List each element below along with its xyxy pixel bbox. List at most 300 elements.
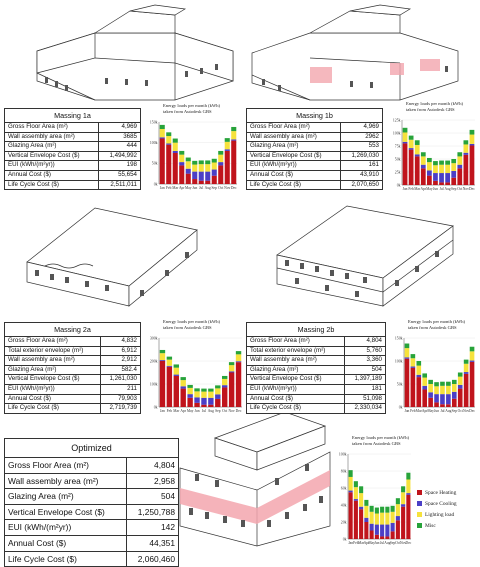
month-label: May [184, 186, 192, 190]
bar-segment-cooling [445, 173, 450, 182]
row-label: Vertical Envelope Cost ($) [247, 375, 345, 385]
bar-segment-heating [208, 405, 213, 407]
row-value: 1,494,992 [99, 151, 141, 161]
bar-segment-heating [359, 509, 363, 539]
bar-segment-heating [186, 174, 191, 184]
bar-segment-misc [236, 351, 241, 354]
bar-segment-cooling [218, 162, 223, 165]
row-label: Gross Floor Area (m²) [247, 337, 345, 347]
row-value: 1,269,030 [341, 151, 383, 161]
y-tick-label: 100k [392, 131, 401, 136]
y-tick-label: 60k [340, 486, 347, 491]
bar-segment-lighting [179, 155, 184, 162]
month-label: Apr [363, 541, 370, 545]
month-label: Sep [451, 409, 457, 413]
bar-segment-cooling [380, 525, 384, 537]
month-label: Jan [160, 409, 165, 413]
energy-chart-2b [389, 316, 477, 416]
bar-segment-misc [205, 160, 210, 164]
bar-segment-lighting [452, 384, 457, 392]
bar-segment-heating [205, 181, 210, 184]
massing-1a-drawing [35, 3, 235, 103]
bar-segment-heating [464, 374, 469, 407]
bar-segment-misc [458, 373, 463, 377]
bar-segment-cooling [179, 162, 184, 165]
bar-segment-heating [380, 536, 384, 539]
bar-segment-misc [212, 159, 217, 163]
row-label: Wall assembly area (m²) [5, 132, 99, 142]
chart-title-line2: taken from Autodesk GBS [163, 109, 212, 114]
legend-label: Lighting load [425, 512, 455, 518]
bar-segment-misc [406, 473, 410, 480]
bar-segment-heating [409, 150, 414, 185]
row-label: Gross Floor Area (m²) [247, 123, 341, 133]
bar-segment-heating [364, 522, 368, 539]
bar-segment-lighting [186, 161, 191, 168]
bar-segment-misc [405, 344, 410, 349]
month-label: Feb [408, 187, 414, 191]
month-label: Dec [405, 541, 412, 545]
bar-segment-cooling [212, 170, 217, 176]
bar-segment-lighting [427, 162, 432, 170]
y-tick-label: 150k [394, 336, 403, 341]
month-label: Aug [204, 186, 211, 190]
month-label: Jul [439, 187, 444, 191]
legend-swatch [417, 490, 422, 495]
bar-segment-heating [440, 404, 445, 407]
month-label: Nov [400, 541, 407, 545]
row-value: 3,360 [344, 356, 385, 366]
bar-segment-misc [422, 373, 427, 377]
bar-segment-misc [380, 507, 384, 513]
month-label: Jun [432, 187, 438, 191]
bar-segment-cooling [187, 394, 192, 398]
row-value: 5,760 [344, 346, 385, 356]
bar-segment-heating [215, 399, 220, 407]
massing-2b-drawing [275, 200, 455, 310]
bar-segment-lighting [231, 131, 236, 139]
massing-1b-table [246, 108, 383, 190]
optimized-table [4, 438, 179, 567]
month-label: Jul [199, 186, 204, 190]
bar-segment-heating [445, 182, 450, 185]
energy-chart-1a [144, 100, 239, 193]
bar-segment-misc [215, 385, 220, 388]
bar-segment-misc [403, 128, 408, 133]
row-label: Total exterior envelope (m²) [247, 346, 345, 356]
bar-segment-cooling [405, 357, 410, 358]
bar-segment-heating [422, 390, 427, 407]
table-title: Massing 1a [5, 109, 141, 123]
bar-segment-misc [349, 470, 353, 477]
bar-segment-lighting [208, 392, 213, 398]
month-label: Mar [358, 541, 365, 545]
bar-segment-lighting [403, 132, 408, 141]
bar-segment-cooling [375, 525, 379, 535]
row-value: 4,804 [344, 337, 385, 347]
month-label: Feb [410, 409, 416, 413]
bar-segment-misc [445, 161, 450, 165]
month-label: Apr [180, 409, 187, 413]
bar-segment-lighting [173, 143, 178, 151]
bar-segment-lighting [199, 164, 204, 171]
month-label: Feb [166, 186, 172, 190]
bar-segment-heating [229, 373, 234, 408]
row-label: Total exterior envelope (m²) [5, 346, 101, 356]
chart-title-line2: taken from Autodesk GBS [406, 107, 455, 112]
bar-segment-lighting [370, 512, 374, 524]
bar-segment-heating [451, 178, 456, 185]
bar-segment-cooling [440, 394, 445, 404]
bar-segment-lighting [409, 140, 414, 148]
bar-segment-lighting [434, 386, 439, 394]
bar-segment-heating [470, 145, 475, 185]
row-label: Life Cycle Cost ($) [247, 180, 341, 190]
bar-segment-misc [208, 389, 213, 392]
chart-title: Energy loads per month (kWh) [406, 101, 464, 106]
row-value: 2,912 [100, 356, 140, 366]
bar-segment-heating [427, 176, 432, 185]
bar-segment-heating [457, 168, 462, 185]
row-value: 198 [99, 161, 141, 171]
bar-segment-lighting [174, 368, 179, 375]
bar-segment-cooling [359, 507, 363, 510]
bar-segment-misc [385, 507, 389, 513]
row-value: 553 [341, 142, 383, 152]
bar-segment-misc [409, 136, 414, 140]
bar-segment-heating [194, 403, 199, 407]
month-label: Aug [207, 409, 214, 413]
bar-segment-misc [187, 385, 192, 388]
bar-segment-cooling [222, 385, 227, 387]
bar-segment-misc [451, 159, 456, 163]
bar-segment-lighting [451, 163, 456, 171]
bar-segment-cooling [470, 361, 475, 362]
bar-segment-heating [222, 387, 227, 407]
row-label: Glazing Area (m²) [247, 142, 341, 152]
bar-segment-misc [470, 347, 475, 352]
month-label: Jun [194, 409, 200, 413]
y-tick-label: 40k [340, 503, 347, 508]
month-label: Jan [159, 186, 165, 190]
month-label: May [186, 409, 194, 413]
row-label: Vertical Envelope Cost ($) [5, 504, 127, 520]
row-value: 2962 [341, 132, 383, 142]
bar-segment-lighting [349, 477, 353, 491]
bar-segment-lighting [464, 364, 469, 372]
bar-segment-heating [446, 404, 451, 407]
bar-segment-cooling [192, 172, 197, 179]
row-value: 504 [126, 489, 178, 505]
bar-segment-cooling [199, 172, 204, 181]
row-value: 6,912 [100, 346, 140, 356]
month-label: Mar [172, 186, 179, 190]
bar-segment-lighting [446, 386, 451, 394]
bar-segment-cooling [186, 169, 191, 174]
legend-swatch [417, 523, 422, 528]
bar-segment-cooling [411, 367, 416, 368]
bar-segment-cooling [364, 518, 368, 522]
bar-segment-cooling [396, 516, 400, 520]
month-label: May [368, 541, 375, 545]
bar-segment-lighting [396, 504, 400, 516]
month-label: Mar [173, 409, 180, 413]
bar-segment-lighting [421, 156, 426, 164]
bar-segment-cooling [181, 386, 186, 388]
bar-segment-lighting [222, 379, 227, 385]
bar-segment-heating [218, 165, 223, 184]
y-tick-label: 100k [149, 141, 158, 146]
row-value: 44,351 [126, 535, 178, 551]
bar-segment-cooling [215, 394, 220, 399]
bar-segment-heating [160, 139, 165, 184]
bar-segment-cooling [434, 394, 439, 402]
row-value: 1,250,788 [126, 504, 178, 520]
bar-segment-cooling [174, 375, 179, 376]
bar-segment-cooling [452, 392, 457, 399]
month-label: Apr [178, 186, 185, 190]
row-label: Life Cycle Cost ($) [5, 404, 101, 414]
row-value: 161 [341, 161, 383, 171]
bar-segment-lighting [416, 366, 421, 375]
chart-title-line2: taken from Autodesk GBS [352, 441, 401, 446]
legend-swatch [417, 512, 422, 517]
bar-segment-lighting [160, 129, 165, 137]
y-tick-label: 0k [153, 182, 158, 187]
y-tick-label: 0k [396, 183, 401, 188]
bar-segment-misc [421, 152, 426, 156]
bar-segment-cooling [160, 137, 165, 138]
bar-segment-lighting [225, 142, 230, 149]
bar-segment-heating [179, 165, 184, 184]
bar-segment-lighting [380, 513, 384, 525]
row-value: 55,654 [99, 170, 141, 180]
bar-segment-heating [470, 362, 475, 407]
month-label: Mar [414, 187, 421, 191]
row-label: Wall assembly area (m²) [247, 132, 341, 142]
month-label: Jul [440, 409, 445, 413]
bar-segment-heating [174, 376, 179, 407]
row-value: 181 [344, 384, 385, 394]
month-label: Feb [353, 541, 359, 545]
row-label: Vertical Envelope Cost ($) [247, 151, 341, 161]
bar-segment-cooling [464, 153, 469, 155]
bar-segment-misc [186, 158, 191, 162]
month-label: Jan [404, 409, 410, 413]
row-value: 43,910 [341, 170, 383, 180]
bar-segment-lighting [385, 513, 389, 525]
bar-segment-misc [179, 151, 184, 155]
month-label: Oct [395, 541, 401, 545]
bar-segment-lighting [160, 353, 165, 360]
bar-segment-misc [433, 161, 438, 165]
table-title: Massing 2b [247, 323, 386, 337]
bar-segment-heating [375, 535, 379, 539]
row-value: 2,958 [126, 473, 178, 489]
bar-segment-lighting [439, 165, 444, 173]
bar-segment-cooling [370, 524, 374, 531]
row-label: Life Cycle Cost ($) [5, 551, 127, 567]
bar-segment-lighting [364, 506, 368, 518]
optimized-drawing [175, 408, 335, 548]
bar-segment-cooling [166, 143, 171, 144]
row-label: Gross Floor Area (m²) [5, 458, 127, 474]
massing-2a-table [4, 322, 141, 414]
bar-segment-misc [359, 486, 363, 493]
bar-segment-cooling [415, 154, 420, 156]
row-label: Life Cycle Cost ($) [247, 404, 345, 414]
bar-segment-lighting [236, 354, 241, 361]
bar-segment-cooling [160, 360, 165, 361]
bar-segment-heating [181, 389, 186, 407]
bar-segment-cooling [385, 525, 389, 537]
bar-segment-lighting [411, 358, 416, 366]
bar-segment-misc [222, 376, 227, 379]
y-tick-label: 0k [342, 537, 347, 542]
chart-title-line2: taken from Autodesk GBS [408, 325, 457, 330]
bar-segment-lighting [457, 156, 462, 164]
row-value: 2,070,650 [341, 180, 383, 190]
bar-segment-heating [231, 141, 236, 184]
month-label: May [427, 409, 434, 413]
row-value: 211 [100, 384, 140, 394]
bar-segment-lighting [359, 493, 363, 507]
bar-segment-heating [439, 182, 444, 185]
row-label: Gross Floor Area (m²) [5, 123, 99, 133]
month-label: Dec [469, 409, 475, 413]
bar-segment-cooling [470, 144, 475, 146]
legend-label: Space Heating [425, 490, 457, 496]
bar-segment-lighting [406, 480, 410, 494]
bar-segment-misc [192, 161, 197, 165]
bar-segment-misc [428, 380, 433, 384]
massing-2b-table [246, 322, 386, 414]
bar-segment-cooling [464, 372, 469, 374]
bar-segment-misc [173, 139, 178, 143]
bar-segment-lighting [181, 380, 186, 386]
energy-chart-optimized [333, 432, 477, 548]
row-label: Wall assembly area (m²) [5, 473, 127, 489]
row-value: 1,261,030 [100, 375, 140, 385]
bar-segment-heating [192, 179, 197, 184]
month-label: Dec [235, 409, 242, 413]
row-value: 79,903 [100, 394, 140, 404]
bar-segment-heating [434, 402, 439, 407]
bar-segment-misc [194, 388, 199, 391]
bar-segment-cooling [201, 398, 206, 405]
bar-segment-lighting [166, 136, 171, 143]
bar-segment-misc [354, 481, 358, 487]
month-label: Sep [215, 409, 221, 413]
bar-segment-lighting [375, 514, 379, 525]
bar-segment-lighting [401, 492, 405, 504]
row-label: Vertical Envelope Cost ($) [5, 151, 99, 161]
table-title: Massing 2a [5, 323, 141, 337]
bar-segment-lighting [354, 487, 358, 499]
bar-segment-lighting [422, 378, 427, 386]
y-tick-label: 80k [340, 469, 347, 474]
month-label: Nov [224, 186, 231, 190]
bar-segment-misc [401, 486, 405, 492]
row-label: Life Cycle Cost ($) [5, 180, 99, 190]
bar-segment-misc [199, 160, 204, 164]
y-tick-label: 25k [394, 170, 401, 175]
bar-segment-misc [174, 364, 179, 367]
massing-1b-drawing [250, 3, 460, 103]
y-tick-label: 125k [392, 118, 401, 123]
bar-segment-cooling [173, 151, 178, 153]
bar-segment-misc [434, 382, 439, 386]
bar-segment-heating [433, 181, 438, 185]
bar-segment-lighting [194, 391, 199, 397]
bar-segment-cooling [229, 371, 234, 372]
bar-segment-heating [225, 151, 230, 184]
bar-segment-heating [406, 495, 410, 539]
table-title: Optimized [5, 439, 179, 458]
bar-segment-heating [416, 377, 421, 407]
bar-segment-misc [364, 500, 368, 506]
month-label: Oct [457, 187, 463, 191]
bar-segment-lighting [229, 365, 234, 371]
month-label: Oct [457, 409, 463, 413]
bar-segment-misc [231, 127, 236, 131]
row-value: 2,511,011 [99, 180, 141, 190]
chart-title: Energy loads per month (kWh) [163, 319, 221, 324]
bar-segment-cooling [391, 523, 395, 532]
bar-segment-lighting [415, 145, 420, 154]
bar-segment-misc [160, 125, 165, 129]
y-tick-label: 50k [394, 157, 401, 162]
row-value: 4,969 [99, 123, 141, 133]
bar-segment-heating [199, 181, 204, 184]
month-label: Oct [222, 409, 228, 413]
bar-segment-heating [405, 359, 410, 407]
bar-segment-misc [225, 138, 230, 142]
row-label: Annual Cost ($) [247, 170, 341, 180]
row-label: EUI (kWh/(m²yr)) [5, 161, 99, 171]
table-title: Massing 1b [247, 109, 383, 123]
chart-title: Energy loads per month (kWh) [408, 319, 466, 324]
month-label: Apr [421, 409, 428, 413]
bar-segment-misc [470, 130, 475, 135]
bar-segment-heating [458, 389, 463, 407]
bar-segment-cooling [349, 491, 353, 493]
energy-chart-1b [387, 98, 477, 194]
bar-segment-misc [439, 161, 444, 165]
row-value: 4,969 [341, 123, 383, 133]
legend-label: Misc [425, 523, 436, 529]
y-tick-label: 150k [149, 120, 158, 125]
bar-segment-lighting [212, 163, 217, 170]
legend-label: Space Cooling [425, 501, 457, 507]
bar-segment-lighting [205, 164, 210, 171]
row-value: 3685 [99, 132, 141, 142]
row-value: 4,804 [126, 458, 178, 474]
bar-segment-heating [452, 399, 457, 407]
month-label: Jan [402, 187, 408, 191]
bar-segment-misc [160, 350, 165, 353]
row-label: Glazing Area (m²) [5, 489, 127, 505]
y-tick-label: 0k [398, 405, 403, 410]
bar-segment-heating [201, 405, 206, 407]
massing-2a-drawing [25, 200, 200, 310]
month-label: Jun [192, 186, 198, 190]
bar-segment-misc [440, 382, 445, 386]
y-tick-label: 200k [149, 359, 158, 364]
bar-segment-heating [415, 156, 420, 185]
bar-segment-cooling [458, 385, 463, 389]
bar-segment-cooling [446, 394, 451, 404]
